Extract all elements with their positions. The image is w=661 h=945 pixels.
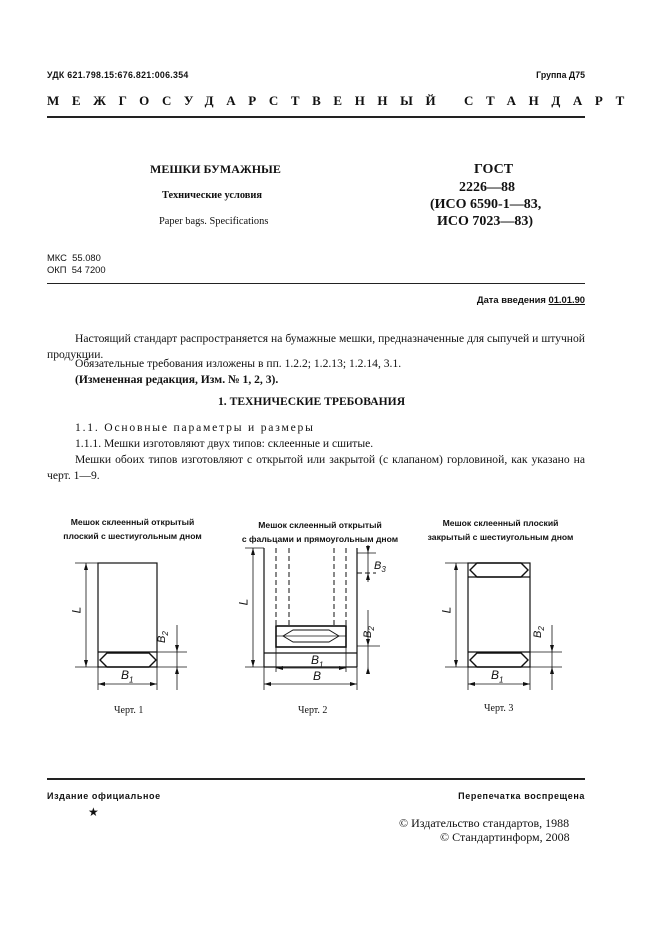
section-heading: 1. ТЕХНИЧЕСКИЕ ТРЕБОВАНИЯ xyxy=(218,395,406,408)
fig3-dim-B2-letter: B xyxy=(531,630,544,638)
fig3-dim-B2 xyxy=(532,626,546,638)
fig3-dim-B1-letter: B xyxy=(491,668,500,682)
fig1-dim-B1-sub: 1 xyxy=(129,675,134,685)
fig1-dim-B2-sub: 2 xyxy=(160,631,170,636)
mks-label: МКС xyxy=(47,252,67,263)
copyright-line-1: © Издательство стандартов, 1988 xyxy=(399,816,570,830)
okp-label: ОКП xyxy=(47,264,67,275)
okp-value: 54 7200 xyxy=(71,264,106,275)
figure-2-label: Черт. 2 xyxy=(298,705,328,716)
fig2-dim-B2-letter: B xyxy=(361,630,374,638)
copyright-line-2: © Стандартинформ, 2008 xyxy=(440,830,570,844)
mks-value: 55.080 xyxy=(72,252,101,263)
iso-reference-1: (ИСО 6590-1—83, xyxy=(430,197,542,212)
fig2-dim-L: L xyxy=(236,598,251,606)
figure-3-caption-line2: закрытый с шестиугольным дном xyxy=(427,532,574,542)
doc-subtitle: Технические условия xyxy=(162,190,262,201)
intro-date-label: Дата введения xyxy=(476,294,546,305)
figure-3-label: Черт. 3 xyxy=(484,703,514,714)
fig3-dim-B1-sub: 1 xyxy=(499,675,504,685)
group-code: Группа Д75 xyxy=(536,70,585,80)
intro-paragraph: Настоящий стандарт распространяется на бумажные мешки, предназначенные для сыпучей и штучной продукции. xyxy=(47,332,585,361)
fig2-dim-B: B xyxy=(313,669,322,683)
clause-1-1-1-continued: Мешки обоих типов изготовляют с открытой или закрытой (с клапаном) горловиной, как указано на черт. 1—9. xyxy=(47,453,585,482)
figure-1-label: Черт. 1 xyxy=(114,705,144,716)
figure-2-caption-line1: Мешок склеенный открытый xyxy=(258,520,382,530)
figure-3-caption-line1: Мешок склеенный плоский xyxy=(442,518,559,528)
fig1-dim-B1-letter: B xyxy=(121,668,130,682)
fig2-dim-B3-sub: 3 xyxy=(381,565,386,575)
fig1-dim-B2-letter: B xyxy=(155,635,168,643)
fig3-dim-B2-sub: 2 xyxy=(536,626,546,631)
figure-1-caption-line2: плоский с шестиугольным дном xyxy=(63,531,202,541)
standard-banner: МЕЖГОСУДАРСТВЕННЫЙ СТАНДАРТ xyxy=(47,93,637,108)
fig3-dim-L: L xyxy=(439,606,454,614)
clause-1-1: 1.1. Основные параметры и размеры xyxy=(75,421,315,434)
fig3-dim-B1 xyxy=(491,668,503,684)
gost-label: ГОСТ xyxy=(474,162,514,177)
fig2-dim-B1-sub: 1 xyxy=(319,660,324,670)
udk-code: УДК 621.798.15:676.821:006.354 xyxy=(47,70,189,80)
mandatory-requirements: Обязательные требования изложены в пп. 1.2.2; 1.2.13; 1.2.14, 3.1. xyxy=(75,357,402,370)
fig2-dim-B3-letter: B xyxy=(374,560,382,572)
footer-rule xyxy=(47,778,585,780)
star-icon: ★ xyxy=(88,805,99,819)
clause-1-1-1: 1.1.1. Мешки изготовляют двух типов: склеенные и сшитые. xyxy=(75,437,374,450)
figure-2-caption-line2: с фальцами и прямоугольным дном xyxy=(241,534,399,544)
figure-1-caption-line1: Мешок склеенный открытый xyxy=(70,517,195,527)
fig2-dim-B2-sub: 2 xyxy=(366,626,376,631)
amendment-note: (Измененная редакция, Изм. № 1, 2, 3). xyxy=(75,373,279,386)
fig2-dim-B1-letter: B xyxy=(311,653,320,667)
reprint-prohibited: Перепечатка воспрещена xyxy=(458,791,585,801)
intro-date-value: 01.01.90 xyxy=(548,294,585,305)
doc-title-english: Paper bags. Specifications xyxy=(159,216,269,227)
iso-reference-2: ИСО 7023—83) xyxy=(437,214,534,229)
official-edition: Издание официальное xyxy=(47,791,161,801)
doc-title: МЕШКИ БУМАЖНЫЕ xyxy=(150,162,281,176)
gost-number: 2226—88 xyxy=(459,180,515,195)
fig1-dim-L: L xyxy=(69,606,84,614)
